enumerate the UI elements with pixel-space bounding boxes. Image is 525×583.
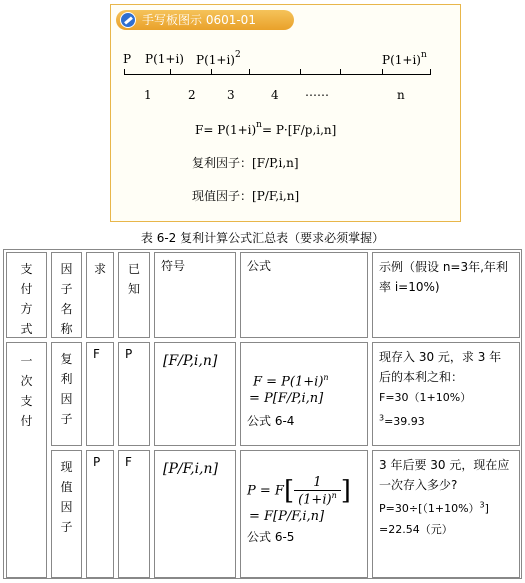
timeline-tick — [211, 69, 212, 75]
timeline-tick — [430, 69, 431, 75]
timeline-tick — [249, 69, 250, 75]
timeline-tick — [170, 69, 171, 75]
timeline-tick — [340, 69, 341, 75]
present-factor-symbol: [P/F,i,n] — [252, 189, 300, 203]
period-label: 3 — [227, 88, 235, 102]
board-badge — [116, 10, 294, 30]
timeline-label-pn: $P(1+i)^n$ — [382, 50, 427, 67]
pen-icon — [120, 12, 136, 28]
period-label: n — [397, 88, 405, 102]
board-badge-label: 手写板图示 0601-01 — [142, 13, 256, 27]
header-payment-method: 支付方式 — [6, 252, 47, 338]
timeline-sup-n: n — [420, 50, 427, 60]
compound-factor-symbol: [F/P,i,n] — [252, 156, 299, 170]
header-symbol: 符号 — [154, 252, 236, 338]
timeline-label-p2: $P(1+i)^2$ — [196, 50, 241, 67]
row2-known: F — [118, 450, 150, 578]
period-label: 4 — [271, 88, 279, 102]
header-formula: 公式 — [240, 252, 368, 338]
row1-seek: F — [86, 342, 114, 446]
row2-formula: P = F[ $\frac{1}{(1+i)^n}$ ] = F[P/F,i,n] 公式 6-5 — [240, 450, 368, 578]
timeline-tick — [300, 69, 301, 75]
row1-factor: 复利因子 — [51, 342, 82, 446]
row2-example: 3 年后要 30 元，现在应一次存入多少? $P=30\div[(1+10\%)^3]$ =22.54（元） — [372, 450, 520, 578]
period-label: 2 — [188, 88, 196, 102]
header-seek: 求 — [86, 252, 114, 338]
present-factor-line — [192, 187, 299, 204]
group-one-time-payment: 一次支付 — [6, 342, 47, 578]
compound-factor-label: 复利因子： — [192, 156, 253, 170]
present-factor-label: 现值因子： — [192, 189, 253, 203]
timeline-tick — [124, 69, 125, 75]
compound-interest-table — [3, 249, 522, 579]
timeline-label-p0: P — [123, 52, 132, 66]
row2-symbol: [P/F,i,n] — [154, 450, 236, 578]
row1-example: 现存入 30 元，求 3 年后的本利之和： $F=30(1+10\%)^3=39.93$ — [372, 342, 520, 446]
timeline-tick — [382, 69, 383, 75]
row1-symbol: [F/P,i,n] — [154, 342, 236, 446]
period-label: 1 — [144, 88, 152, 102]
table-caption: 表 6-2 复利计算公式汇总表（要求必须掌握） — [140, 231, 385, 245]
header-factor-name: 因子名称 — [51, 252, 82, 338]
header-known: 已知 — [118, 252, 150, 338]
row2-seek: P — [86, 450, 114, 578]
row1-known: P — [118, 342, 150, 446]
row1-formula: $F = P(1+i)^n$ = P[F/P,i,n] 公式 6-4 — [240, 342, 368, 446]
timeline-label-p1: P(1+i) — [145, 52, 184, 66]
header-example: 示例（假设 n=3年,年利率 i=10%) — [372, 252, 520, 338]
compound-formula: $F= P(1+i)^n= P\cdot[F/p,i,n]$ — [195, 120, 337, 137]
row2-factor: 现值因子 — [51, 450, 82, 578]
timeline-sup-2: 2 — [234, 50, 241, 60]
compound-factor-line — [192, 154, 299, 171]
period-label: …… — [305, 85, 329, 99]
